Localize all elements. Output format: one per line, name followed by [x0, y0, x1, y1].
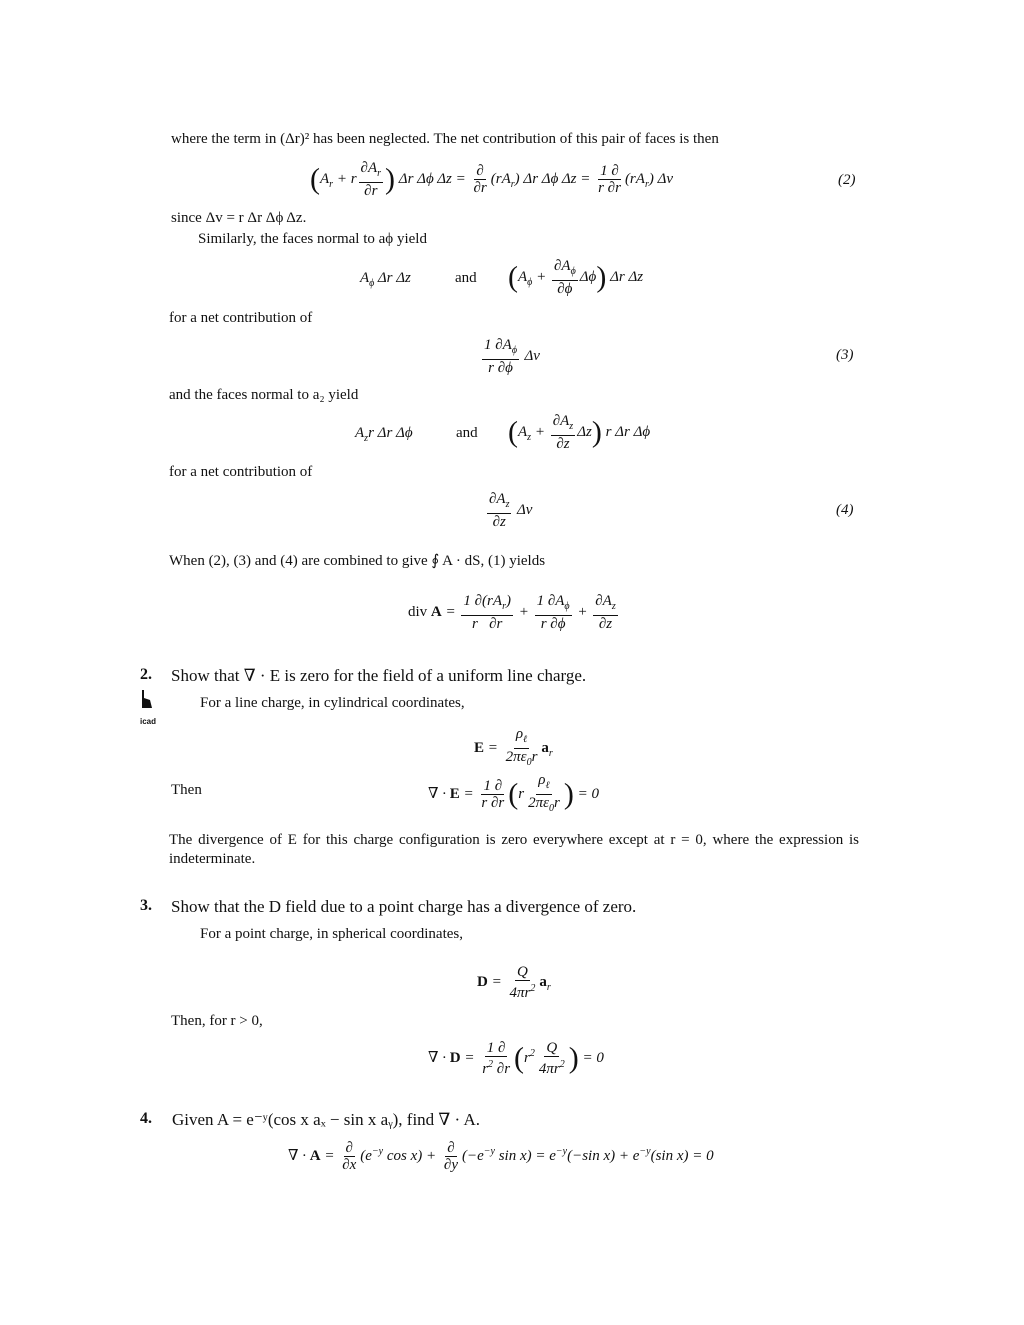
problem-conclusion-2: The divergence of E for this charge configuration is zero everywhere except at r = 0, where the expression is indeterminate. — [169, 832, 859, 867]
equation-number-3: (3) — [836, 347, 854, 363]
problem-marker-3: 3. — [140, 897, 152, 914]
similarly-text: Similarly, the faces normal to aϕ yield — [198, 231, 427, 247]
aphi-face-expr: $A_\phi$ Δr Δz — [360, 270, 411, 289]
combined-text: When (2), (3) and (4) are combined to give ∮ A · dS, (1) yields — [169, 553, 546, 569]
equation-3: $\frac{1 \partial A_\phi}{r \partial\phi}$ Δv — [484, 337, 540, 376]
div-a-equation: div A = $\frac{1 \partial(rA_r)}{r \partial r}$ + $\frac{1 \partial A_\phi}{r \partial\phi}$ + $\frac{\partial A_z}{\partial z}$ — [408, 593, 616, 632]
az-face-expr: $A_zr$ Δr Δϕ — [355, 425, 413, 444]
since-text: since Δv = r Δr Δϕ Δz. — [171, 210, 307, 226]
problem-intro-2: For a line charge, in cylindrical coordinates, — [200, 695, 465, 711]
equation-number-4: (4) — [836, 502, 854, 518]
problem-title-3: Show that the D field due to a point charge has a divergence of zero. — [171, 897, 637, 916]
sidebar-tag — [140, 690, 156, 726]
d-field-equation: D = $\frac{Q}{4\pi r^2}$ $a_r$ — [477, 964, 551, 1001]
equation-number-2: (2) — [838, 172, 856, 188]
then-label-2: Then, for r > 0, — [171, 1013, 263, 1029]
problem-title-4: Given A = e⁻ʸ(cos x aₓ − sin x aᵧ), find ∇ · A. — [172, 1110, 481, 1129]
problem-marker-2: 2. — [140, 666, 152, 683]
e-field-equation: E = $\frac{\rho_\ell}{2\pi\varepsilon_0r}$ $a_r$ — [474, 726, 553, 768]
intro-text: where the term in (Δr)² has been neglected. The net contribution of this pair of faces is then — [171, 131, 719, 147]
and-label-2: and — [456, 425, 478, 441]
aphi-face-expr-2: ($A_\phi$ + $\frac{\partial A_\phi}{\partial\phi}$ Δϕ) Δr Δz — [508, 258, 644, 297]
equation-4: $\frac{\partial A_z}{\partial z}$ Δv — [489, 491, 533, 530]
faces-z-text: and the faces normal to a₂ yield — [169, 387, 359, 403]
div-e-equation: ∇ · E = $\frac{1 \partial}{r \partial r}$ (r $\frac{\rho_\ell}{2\pi\varepsilon_0r}$ ) = 0 — [428, 772, 599, 814]
problem-intro-3: For a point charge, in spherical coordinates, — [200, 926, 463, 942]
div-d-equation: ∇ · D = $\frac{1 \partial}{r^2 \partial r}$ ($r^2$ $\frac{Q}{4\pi r^2}$ ) = 0 — [428, 1040, 604, 1077]
hand-pointer-icon — [140, 690, 154, 716]
sidebar-tag-text: icad — [140, 717, 157, 726]
az-face-expr-2: ($A_z$ + $\frac{\partial A_z}{\partial z}$ Δz) r Δr Δϕ — [508, 413, 651, 452]
problem-title-2: Show that ∇ · E is zero for the field of a uniform line charge. — [171, 666, 587, 685]
div-a-given-equation: ∇ · A = $\frac{\partial}{\partial x}$ ($e^{-y}$ cos x) + $\frac{\partial}{\partial y}$ ($-e^{-y}$ $\sin x) = e^{-y}(-\sin$ $x) + e^{-y}(\sin$ x) = 0 — [288, 1140, 714, 1173]
equation-2: ($A_r + r$ $\frac{\partial A_r}{\partial r}$ ) Δr Δϕ Δz = $\frac{\partial}{\partial r}$ $(rA_r)$ Δr Δϕ Δz = $\frac{1 \partial}{r \partial r}$ $(rA_r)$ Δv — [310, 160, 674, 199]
and-label-1: and — [455, 270, 477, 286]
problem-marker-4: 4. — [140, 1110, 152, 1127]
then-label-1: Then — [171, 782, 202, 798]
net-contribution-2: for a net contribution of — [169, 464, 313, 480]
net-contribution-1: for a net contribution of — [169, 310, 313, 326]
